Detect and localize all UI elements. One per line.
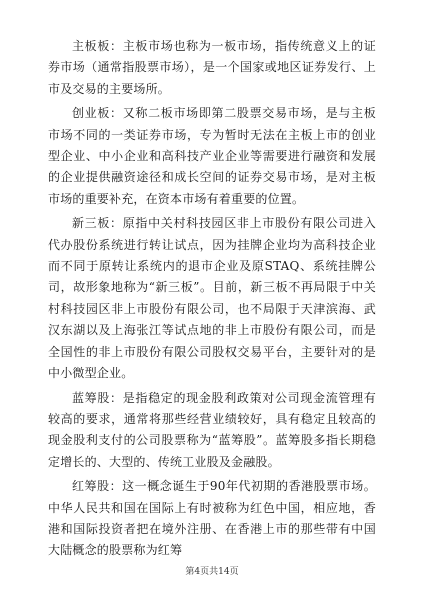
paragraph-growth-board: 创业板：又称二板市场即第二股票交易市场，是与主板市场不同的一类证券市场，专为暂时无法在主板上市的创业型企业、中小企业和高科技产业企业等需要进行融资和发展的企业提供融资途径和成长空间的证券交易市场，是对主板市场的重要补充，在资本市场有着重要的位置。	[48, 106, 376, 206]
paragraph-red-chip: 红筹股：这一概念诞生于90年代初期的香港股票市场。中华人民共和国在国际上有时被称为红色中国，相应地，香港和国际投资者把在境外注册、在香港上市的那些带有中国大陆概念的股票称为红筹	[48, 479, 376, 558]
paragraph-blue-chip: 蓝筹股：是指稳定的现金股利政策对公司现金流管理有较高的要求，通常将那些经营业绩较好，具有稳定且较高的现金股利支付的公司股票称为“蓝筹股”。蓝筹股多指长期稳定增长的、大型的、传统工业股及金融股。	[48, 390, 376, 469]
paragraph-main-board: 主板板：主板市场也称为一板市场，指传统意义上的证券市场（通常指股票市场），是一个国家或地区证券发行、上市及交易的主要场所。	[48, 39, 376, 96]
page-number-footer: 第4页共14页	[185, 567, 239, 577]
paragraph-new-third-board: 新三板：原指中关村科技园区非上市股份有限公司进入代办股份系统进行转让试点，因为挂牌企业均为高科技企业而不同于原转让系统内的退市企业及原STAQ、系统挂牌公司，故形象地称为“新三板”。目前，新三板不再局限于中关村科技园区非上市股份有限公司，也不局限于天津滨海、武汉东湖以及上海张江等试点地的非上市股份有限公司，而是全国性的非上市股份有限公司股权交易平台，主要针对的是中小微型企业。	[48, 216, 376, 381]
